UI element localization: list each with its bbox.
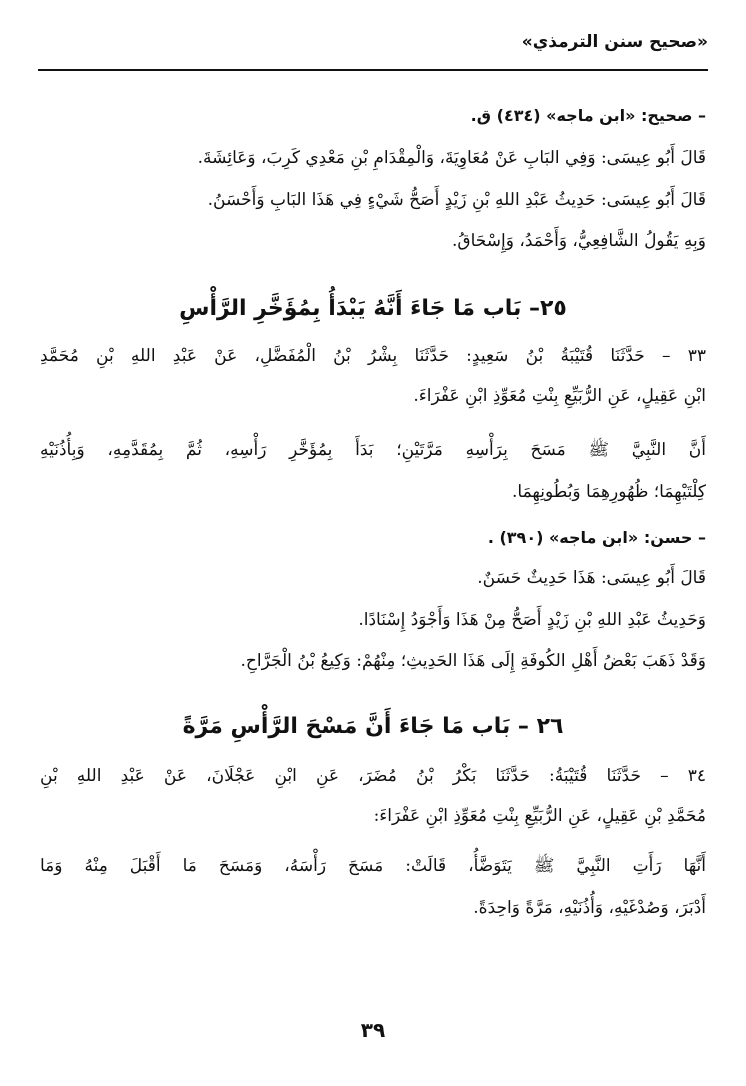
- commentary-line-2: قَالَ أَبُو عِيسَى: حَدِيثُ عَبْدِ اللهِ بْنِ زَيْدٍ أَصَحُّ شَيْءٍ فِي هَذَا البَابِ وَأَحْسَنُ.: [207, 190, 706, 210]
- hadith-33-matn-line-2: كِلْتَيْهِمَا؛ ظُهُورِهِمَا وَبُطُونِهِمَا.: [511, 482, 706, 502]
- running-header: «صحيح سنن الترمذي»: [521, 32, 708, 52]
- commentary-line-1: قَالَ أَبُو عِيسَى: وَفِي البَابِ عَنْ مُعَاوِيَةَ، وَالْمِقْدَامِ بْنِ مَعْدِي كَرِبَ، وَعَائِشَةَ.: [197, 148, 706, 168]
- hadith-34-isnad-line-1: ٣٤ – حَدَّثَنَا قُتَيْبَةُ: حَدَّثَنَا بَكْرُ بْنُ مُضَرَ، عَنِ ابْنِ عَجْلَانَ، عَنْ عَبْدِ اللهِ بْنِ: [40, 766, 706, 786]
- commentary-line-3: وَبِهِ يَقُولُ الشَّافِعِيُّ، وَأَحْمَدُ، وَإِسْحَاقُ.: [452, 231, 706, 251]
- header-rule: [38, 69, 708, 71]
- hadith-34-isnad-line-2: مُحَمَّدِ بْنِ عَقِيلٍ، عَنِ الرُّبَيِّعِ بِنْتِ مُعَوِّذِ ابْنِ عَفْرَاءَ:: [373, 806, 706, 826]
- hadith-34-matn-line-2: أَدْبَرَ، وَصُدْغَيْهِ، وَأُذُنَيْهِ، مَرَّةً وَاحِدَةً.: [473, 898, 706, 918]
- grade-line-2: – حسن: «ابن ماجه» (٣٩٠) .: [487, 528, 706, 547]
- hadith-33-isnad-line-1: ٣٣ – حَدَّثَنَا قُتَيْبَةُ بْنُ سَعِيدٍ: حَدَّثَنَا بِشْرُ بْنُ الْمُفَضَّلِ، عَنْ عَبْدِ اللهِ بْنِ مُحَمَّدِ: [40, 346, 706, 366]
- hadith-33-isnad-line-2: ابْنِ عَقِيلٍ، عَنِ الرُّبَيِّعِ بِنْتِ مُعَوِّذِ ابْنِ عَفْرَاءَ.: [413, 386, 706, 406]
- chapter-heading-26: ٢٦ – بَاب مَا جَاءَ أَنَّ مَسْحَ الرَّأْسِ مَرَّةً: [182, 714, 564, 739]
- commentary-line-5: وَحَدِيثُ عَبْدِ اللهِ بْنِ زَيْدٍ أَصَحُّ مِنْ هَذَا وَأَجْوَدُ إِسْنَادًا.: [358, 610, 706, 630]
- commentary-line-4: قَالَ أَبُو عِيسَى: هَذَا حَدِيثٌ حَسَنٌ.: [477, 568, 706, 588]
- chapter-heading-25: ٢٥– بَاب مَا جَاءَ أَنَّهُ يَبْدَأُ بِمُؤَخَّرِ الرَّأْسِ: [179, 296, 567, 321]
- hadith-34-matn-line-1: أَنَّهَا رَأَتِ النَّبِيَّ ﷺ يَتَوَضَّأُ، قَالَتْ: مَسَحَ رَأْسَهُ، وَمَسَحَ مَا أَقْبَلَ مِنْهُ وَمَا: [40, 856, 706, 876]
- page-number: ٣٩: [360, 1018, 386, 1042]
- commentary-line-6: وَقَدْ ذَهَبَ بَعْضُ أَهْلِ الكُوفَةِ إِلَى هَذَا الحَدِيثِ؛ مِنْهُمْ: وَكِيعُ بْنُ الْجَرَّاحِ.: [240, 651, 706, 671]
- grade-line-1: – صحيح: «ابن ماجه» (٤٣٤) ق.: [470, 106, 706, 125]
- hadith-33-matn-line-1: أَنَّ النَّبِيَّ ﷺ مَسَحَ بِرَأْسِهِ مَرَّتَيْنِ؛ بَدَأَ بِمُؤَخَّرِ رَأْسِهِ، ثُمَّ بِمُقَدَّمِهِ، وَبِأُذُنَيْهِ: [40, 440, 706, 460]
